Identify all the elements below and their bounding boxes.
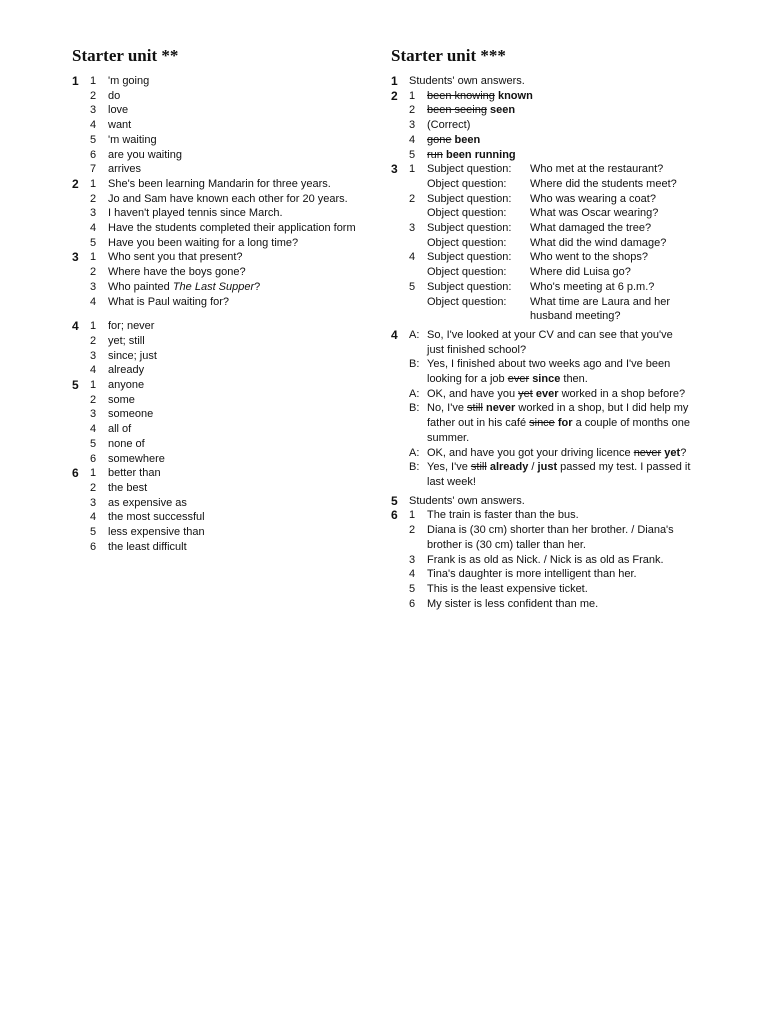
subject-label: Subject question: <box>427 222 512 235</box>
item-number: 3 <box>90 280 97 293</box>
exercise-number: 6 <box>72 466 79 481</box>
question-pair <box>427 192 711 221</box>
answer-text: Students' own answers. <box>409 494 525 507</box>
exercise-number: 3 <box>72 250 79 265</box>
struck-word: ever <box>507 373 530 386</box>
right-column <box>391 44 711 611</box>
correction-text <box>427 133 711 148</box>
exercise-number: 5 <box>391 493 398 508</box>
item-number: 2 <box>90 481 97 494</box>
item-number: 3 <box>90 207 97 220</box>
dialogue-line: Yes, I've still already / just passed my test. I passed it <box>427 461 691 474</box>
answer-text: Jo and Sam have known each other for 20 years. <box>108 192 348 205</box>
answer-text: someone <box>108 408 154 421</box>
item-number: 4 <box>90 119 97 132</box>
item-number: 1 <box>409 163 416 176</box>
corrected-word: been <box>454 133 481 146</box>
left-column <box>72 44 370 555</box>
item-number: 4 <box>90 295 97 308</box>
left-exercise-4 <box>72 319 370 378</box>
answer-text: anyone <box>108 379 145 392</box>
answer-text: Who sent you that present? <box>108 251 243 264</box>
answer-text: since; just <box>108 349 157 362</box>
item-number: 4 <box>409 251 416 264</box>
answer-text: better than <box>108 467 161 480</box>
left-exercise-6 <box>72 466 370 554</box>
item-number: 1 <box>409 509 416 522</box>
right-unit-title: Starter unit *** <box>391 46 506 65</box>
answer-text: Have the students completed their application form <box>108 222 356 235</box>
item-number: 2 <box>90 192 97 205</box>
subject-question: Who's meeting at 6 p.m.? <box>530 280 655 293</box>
dialogue-line: looking for a job ever since then. <box>427 373 588 386</box>
left-exercise-5 <box>72 378 370 466</box>
answer-text: less expensive than <box>108 526 205 539</box>
dialogue-line: just finished school? <box>427 343 527 356</box>
item-number: 3 <box>90 104 97 117</box>
right-exercise-5 <box>391 494 711 509</box>
item-number: 2 <box>409 104 416 117</box>
corrected-word: just <box>537 461 558 474</box>
correction-text: (Correct) <box>427 119 471 132</box>
answer-text: none of <box>108 437 145 450</box>
dialogue-line: summer. <box>427 431 470 444</box>
item-number: 3 <box>90 408 97 421</box>
dialogue-line: OK, and have you got your driving licence never yet? <box>427 446 687 459</box>
answer-text: I haven't played tennis since March. <box>108 207 283 220</box>
answer-text: the best <box>108 481 148 494</box>
item-number: 5 <box>90 133 97 146</box>
answer-text: The train is faster than the bus. <box>427 509 579 522</box>
answer-text: Students' own answers. <box>409 75 525 87</box>
struck-word: still <box>470 461 487 474</box>
right-exercise-2 <box>391 89 711 163</box>
item-number: 3 <box>409 553 416 566</box>
answer-text: for; never <box>108 320 155 333</box>
correction-text <box>427 103 711 118</box>
struck-word: still <box>467 402 483 415</box>
item-number: 7 <box>90 163 97 176</box>
correction-text <box>427 89 711 104</box>
object-label: Object question: <box>427 295 507 308</box>
answer-text-continued: brother is (30 cm) taller than her. <box>427 538 586 551</box>
item-number: 1 <box>90 320 97 333</box>
item-number: 3 <box>409 222 416 235</box>
question-pair <box>427 280 711 324</box>
answer-text: some <box>108 393 135 406</box>
item-number: 1 <box>90 75 97 87</box>
exercise-number: 6 <box>391 508 398 523</box>
item-number: 3 <box>409 119 416 132</box>
item-number: 4 <box>409 568 416 581</box>
item-number: 4 <box>90 423 97 436</box>
answer-text: somewhere <box>108 452 165 465</box>
subject-label: Subject question: <box>427 163 512 176</box>
right-exercise-1 <box>391 74 711 89</box>
item-number: 3 <box>90 349 97 362</box>
item-number: 4 <box>90 511 97 524</box>
item-number: 6 <box>90 148 97 161</box>
answer-text: Have you been waiting for a long time? <box>108 236 299 249</box>
exercise-number: 2 <box>72 176 79 191</box>
item-number: 2 <box>409 524 416 537</box>
answer-text: arrives <box>108 163 142 176</box>
dialogue-line: father out in his café since for a couple of months one <box>427 417 690 430</box>
item-number: 6 <box>90 452 97 465</box>
item-number: 2 <box>90 334 97 347</box>
speaker-label: B: <box>409 461 420 474</box>
answer-text: Where have the boys gone? <box>108 266 246 279</box>
answer-text: Diana is (30 cm) shorter than her brother. / Diana's <box>427 524 674 537</box>
dialogue-line: Yes, I finished about two weeks ago and I've been <box>427 358 671 371</box>
exercise-number: 4 <box>72 319 79 334</box>
speaker-label: A: <box>409 328 420 341</box>
item-number: 4 <box>409 133 416 146</box>
corrected-word: already <box>489 461 529 474</box>
object-label: Object question: <box>427 236 507 249</box>
answer-text: as expensive as <box>108 496 187 509</box>
section-gap <box>72 309 370 319</box>
item-number: 4 <box>90 364 97 377</box>
dialogue-line: OK, and have you yet ever worked in a shop before? <box>427 387 686 400</box>
answer-text: Frank is as old as Nick. / Nick is as old as Frank. <box>427 553 664 566</box>
subject-question: Who met at the restaurant? <box>530 163 664 176</box>
struck-word: never <box>633 446 662 459</box>
answer-text: She's been learning Mandarin for three years. <box>108 177 331 190</box>
item-number: 1 <box>90 467 97 480</box>
answer-text: want <box>108 119 132 132</box>
speaker-label: B: <box>409 402 420 415</box>
left-exercise-3 <box>72 250 370 309</box>
right-exercise-4 <box>391 328 711 490</box>
exercise-number: 2 <box>391 88 398 103</box>
corrected-word: known <box>497 89 533 102</box>
subject-label: Subject question: <box>427 192 512 205</box>
dialogue <box>409 328 711 490</box>
answer-text: all of <box>108 423 132 436</box>
object-question: What was Oscar wearing? <box>530 207 659 220</box>
answer-text: already <box>108 364 145 377</box>
painting-title: The Last Supper <box>172 280 255 293</box>
answer-text: yet; still <box>108 334 145 347</box>
item-number: 2 <box>90 266 97 279</box>
speaker-label: A: <box>409 387 420 400</box>
corrected-word: never <box>485 402 516 415</box>
answer-text: This is the least expensive ticket. <box>427 582 588 595</box>
exercise-number: 1 <box>72 74 79 88</box>
spacer <box>427 309 530 324</box>
struck-word: yet <box>518 387 533 400</box>
item-number: 1 <box>90 177 97 190</box>
exercise-number: 1 <box>391 74 398 88</box>
question-pair <box>427 162 711 191</box>
object-question: What time are Laura and her <box>530 295 671 308</box>
dialogue-line: So, I've looked at your CV and can see that you've <box>427 328 673 341</box>
right-exercise-6 <box>391 508 711 611</box>
subject-question: What damaged the tree? <box>530 222 652 235</box>
item-number: 3 <box>90 496 97 509</box>
subject-question: Who was wearing a coat? <box>530 192 656 205</box>
dialogue-line: No, I've still never worked in a shop, but I did help my <box>427 402 689 415</box>
item-number: 5 <box>90 526 97 539</box>
object-label: Object question: <box>427 207 507 220</box>
answer-text: Tina's daughter is more intelligent than her. <box>427 568 637 581</box>
item-number: 1 <box>409 89 416 102</box>
item-number: 5 <box>409 280 416 293</box>
corrected-word: been running <box>445 148 516 161</box>
item-number: 2 <box>409 192 416 205</box>
question-pair <box>427 250 711 279</box>
object-label: Object question: <box>427 266 507 279</box>
question-pair <box>427 221 711 250</box>
left-exercise-2 <box>72 177 370 251</box>
answer-text: the least difficult <box>108 540 187 553</box>
item-number: 2 <box>90 393 97 406</box>
corrected-word: seen <box>490 104 516 117</box>
object-label: Object question: <box>427 177 507 190</box>
left-exercise-1 <box>72 74 370 177</box>
item-number: 2 <box>90 89 97 102</box>
left-unit-title: Starter unit ** <box>72 46 179 65</box>
item-number: 6 <box>409 597 416 610</box>
object-question: Where did the students meet? <box>530 177 677 190</box>
speaker-label: B: <box>409 358 420 371</box>
object-question-continued: husband meeting? <box>530 310 621 323</box>
answer-text: the most successful <box>108 511 205 524</box>
answer-text: 'm waiting <box>108 133 157 146</box>
answer-text: do <box>108 89 121 102</box>
item-number: 1 <box>90 251 97 264</box>
subject-label: Subject question: <box>427 280 512 293</box>
object-question: Where did Luisa go? <box>530 266 631 279</box>
struck-word: gone <box>427 133 452 146</box>
item-number: 5 <box>409 582 416 595</box>
subject-question: Who went to the shops? <box>530 251 649 264</box>
answer-text: My sister is less confident than me. <box>427 597 599 610</box>
correction-text <box>427 148 711 163</box>
item-number: 5 <box>90 236 97 249</box>
corrected-word: ever <box>535 387 559 400</box>
object-question: What did the wind damage? <box>530 236 667 249</box>
corrected-word: since <box>532 373 561 386</box>
struck-word: been seeing <box>427 104 487 117</box>
speaker-label: A: <box>409 446 420 459</box>
item-number: 6 <box>90 540 97 553</box>
struck-word: run <box>427 148 443 161</box>
right-exercise-3 <box>391 162 711 324</box>
item-number: 1 <box>90 379 97 392</box>
struck-word: since <box>529 417 555 430</box>
answer-text: Who painted The Last Supper? <box>108 280 261 293</box>
dialogue-line: last week! <box>427 475 476 488</box>
answer-text: are you waiting <box>108 148 182 161</box>
answer-text: 'm going <box>108 75 150 87</box>
exercise-number: 5 <box>72 378 79 393</box>
item-number: 5 <box>90 437 97 450</box>
subject-label: Subject question: <box>427 251 512 264</box>
corrected-word: for <box>557 417 573 430</box>
answer-text: love <box>108 104 129 117</box>
item-number: 4 <box>90 222 97 235</box>
exercise-number: 3 <box>391 162 398 177</box>
item-number: 5 <box>409 148 416 161</box>
corrected-word: yet <box>664 446 681 459</box>
answer-text: What is Paul waiting for? <box>108 295 230 308</box>
exercise-number: 4 <box>391 327 398 342</box>
struck-word: been knowing <box>427 89 495 102</box>
